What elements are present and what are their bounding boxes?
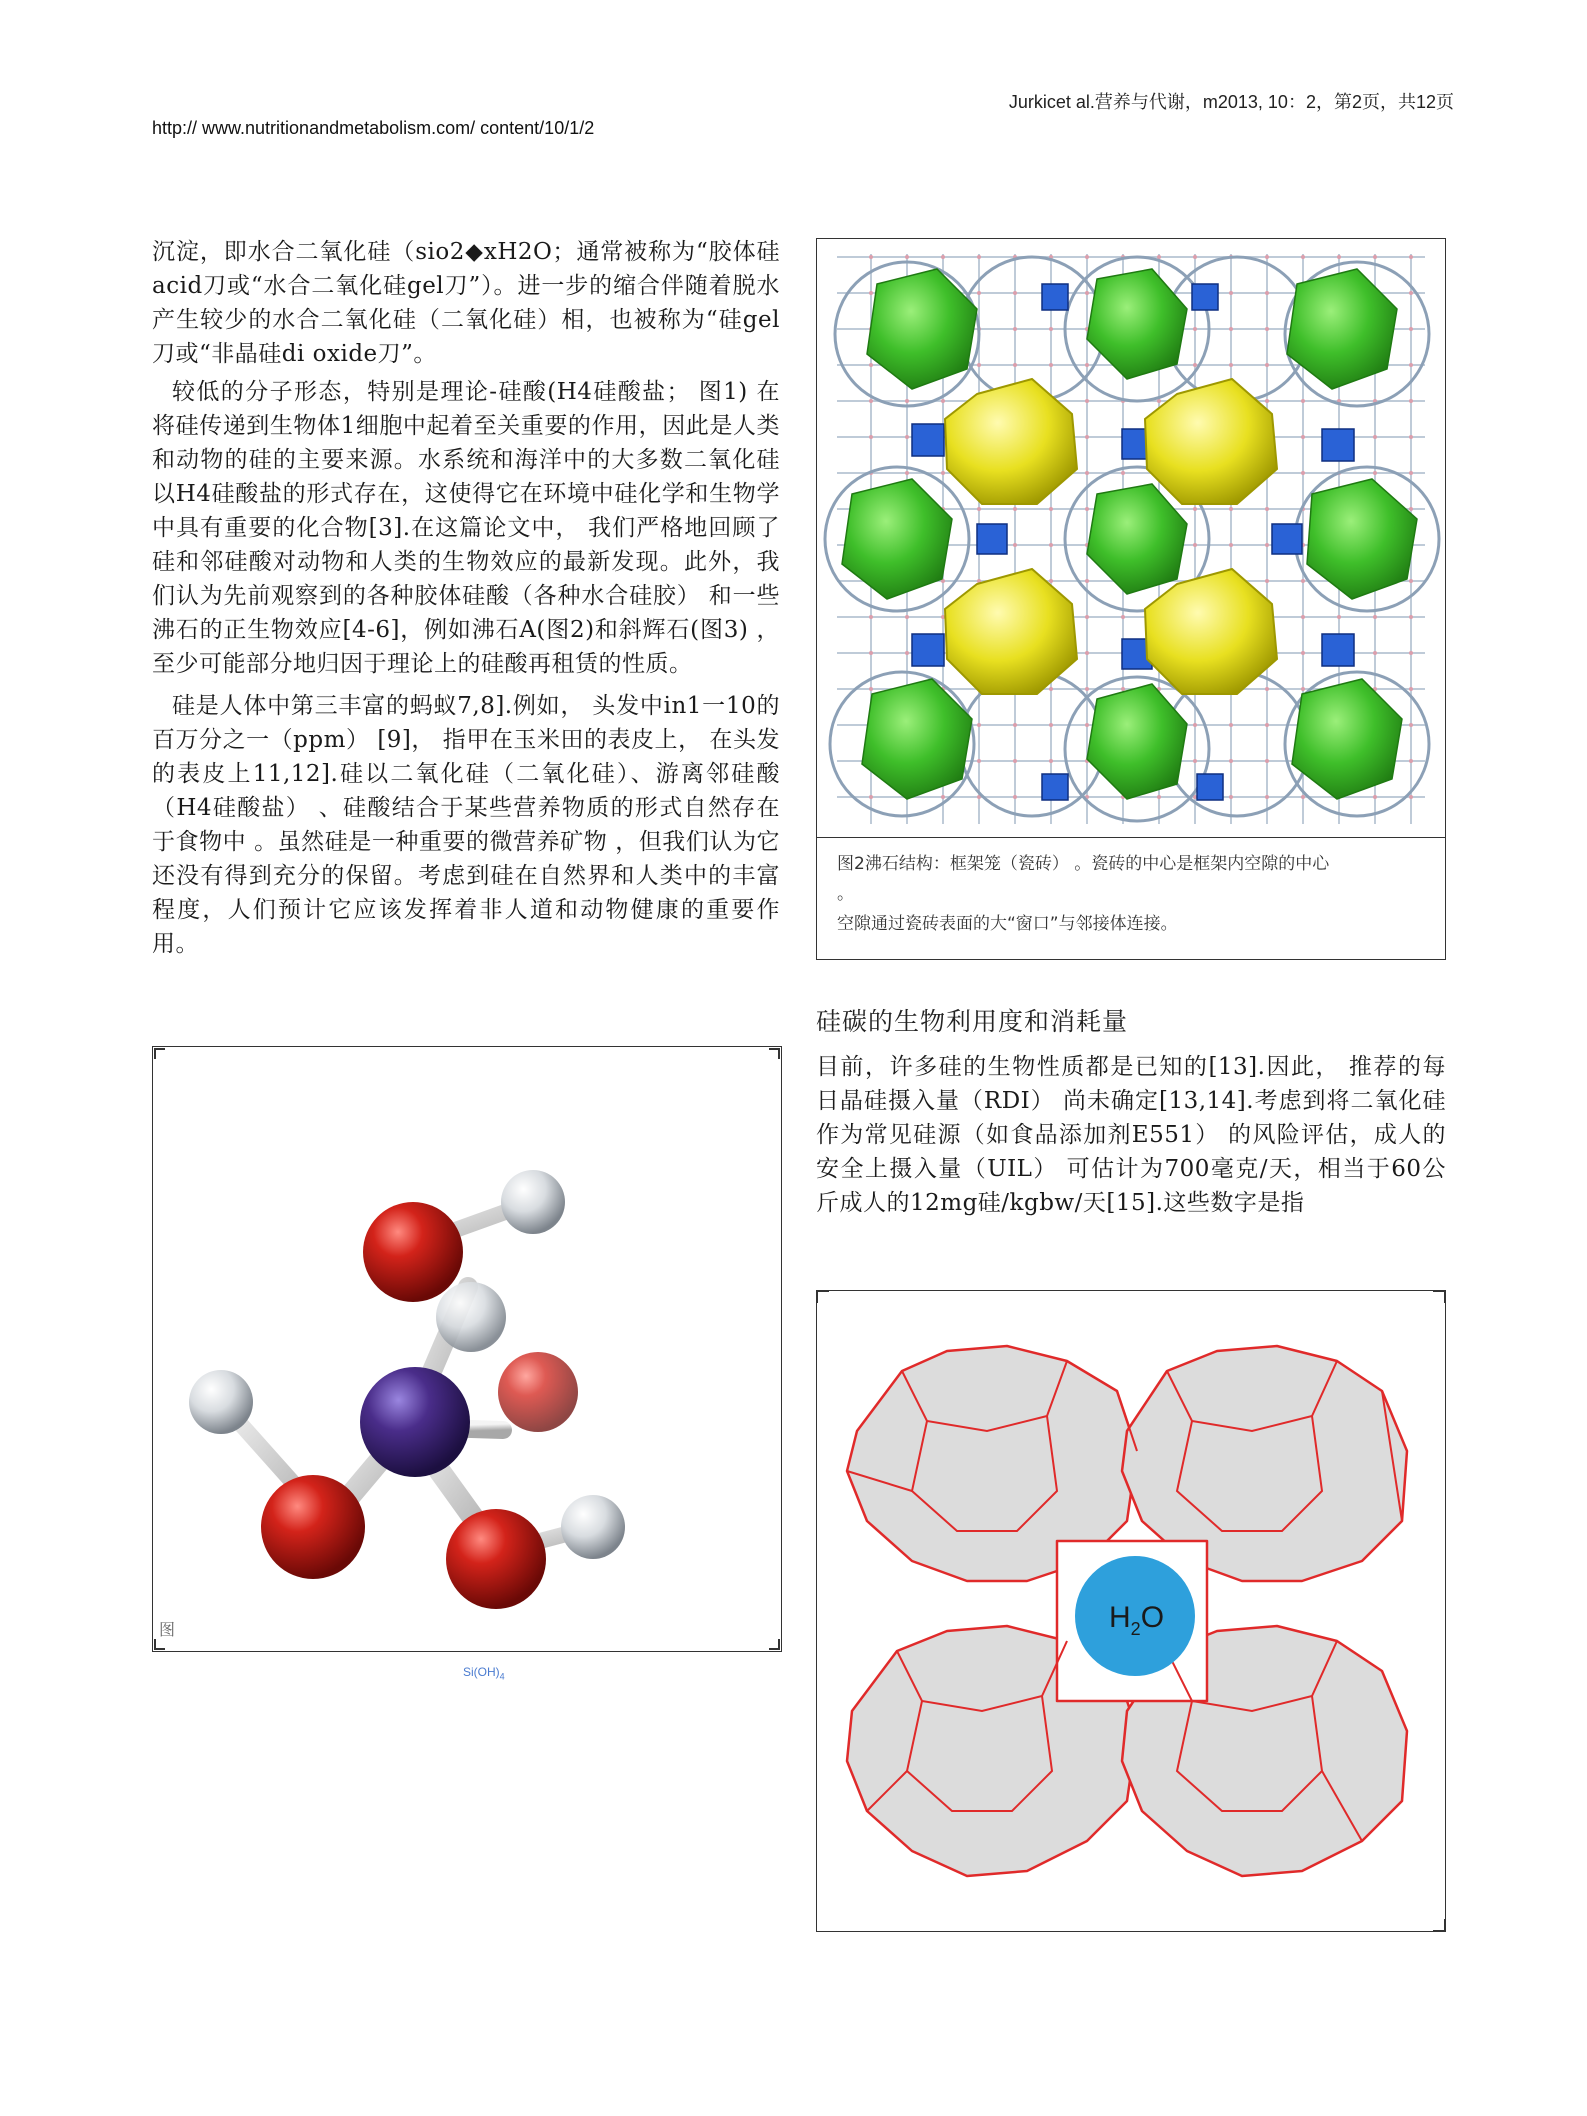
figure-2-separator bbox=[817, 837, 1445, 838]
sodalite-cage-diagram bbox=[817, 1291, 1445, 1931]
left-text-column bbox=[152, 235, 780, 961]
article-url: http:// www.nutritionandmetabolism.com/ content/10/1/2 bbox=[152, 118, 595, 138]
caption-line-1: 图2沸石结构：框架笼（瓷砖） 。瓷砖的中心是框架内空隙的中心 bbox=[837, 854, 1330, 874]
oxygen-atom bbox=[446, 1509, 546, 1609]
silicon-atom bbox=[360, 1367, 470, 1477]
hydrogen-atom bbox=[501, 1170, 565, 1234]
section-heading: 硅碳的生物利用度和消耗量 bbox=[816, 1007, 1129, 1036]
figure-2-frame bbox=[816, 238, 1446, 960]
silicic-acid-molecule bbox=[153, 1047, 781, 1651]
figure-1-label: 图 bbox=[159, 1620, 176, 1639]
right-text-column bbox=[816, 1050, 1446, 1220]
oxygen-atom-back bbox=[498, 1352, 578, 1432]
oxygen-atom bbox=[261, 1475, 365, 1579]
water-label: $H_2O$ bbox=[1109, 1601, 1165, 1639]
figure-1-frame bbox=[152, 1046, 782, 1652]
hydrogen-atom bbox=[436, 1282, 506, 1352]
paragraph-4: 目前，许多硅的生物性质都是已知的[13].因此， 推荐的每 日晶硅摄入量（RDI） 尚未确定[13,14].考虑到将二氧化硅作为常见硅源（如食品添加剂E551） 的风险评估，成人的安全上摄入量（UIL） 可估计为700毫克/天，相当于60公斤成人的12mg硅/kgbw/天[15].这些数字是指 bbox=[816, 1054, 1446, 1216]
zeolite-a-framework bbox=[817, 239, 1445, 839]
paragraph-2: 较低的分子形态，特别是理论-硅酸(H4硅酸盐； 图1) 在将硅传递到生物体1细胞中起着至关重要的作用，因此是人类和动物的硅的主要来源。水系统和海洋中的大多数二氧化硅以H4硅酸盐的形式存在，这使得它在环境中硅化学和生物学中具有重要的化合物[3].在这篇论文中， 我们严格地回顾了硅和邻硅酸对动物和人类的生物效应的最新发现。此外，我们认为先前观察到的各种胶体硅酸（各种水合硅胶） 和一些沸石的正生物效应[4-6]，例如沸石A(图2)和斜辉石(图3) ， 至少可能部分地归因于理论上的硅酸再租赁的性质。 bbox=[152, 379, 780, 677]
caption-line-3: 空隙通过瓷砖表面的大“窗口”与邻接体连接。 bbox=[837, 914, 1178, 934]
figure-3-frame bbox=[816, 1290, 1446, 1932]
paragraph-3: 硅是人体中第三丰富的蚂蚁7,8].例如， 头发中in1一10的百万分之一（ppm） [9]， 指甲在玉米田的表皮上， 在头发的表皮上11,12].硅以二氧化硅（二氧化硅）、游离邻硅酸（H4硅酸盐） 、硅酸结合于某些营养物质的形式自然存在于食物中 。虽然硅是一种重要的微营养矿物 ，但我们认为它还没有得到充分的保留。考虑到硅在自然界和人类中的丰富程度，人们预计它应该发挥着非人道和动物健康的重要作用。 bbox=[152, 693, 780, 957]
running-header: Jurkicet al.营养与代谢，m2013, 10：2，第2页，共12页 bbox=[1008, 92, 1454, 112]
oxygen-atom bbox=[363, 1202, 463, 1302]
paragraph-1: 沉淀，即水合二氧化硅（sio2◆xH2O；通常被称为“胶体硅acid刀或“水合二氧化硅gel刀”）。进一步的缩合伴随着脱水产生较少的水合二氧化硅（二氧化硅）相，也被称为“硅gel刀或“非晶硅di oxide刀”。 bbox=[152, 239, 780, 367]
hydrogen-atom bbox=[561, 1495, 625, 1559]
formula-label: $Si(OH)_4$ bbox=[463, 1665, 505, 1682]
water-molecule-sphere bbox=[1075, 1556, 1195, 1676]
figure-2-caption bbox=[837, 849, 1437, 939]
hydrogen-atom bbox=[189, 1370, 253, 1434]
caption-line-2: 。 bbox=[837, 884, 854, 904]
